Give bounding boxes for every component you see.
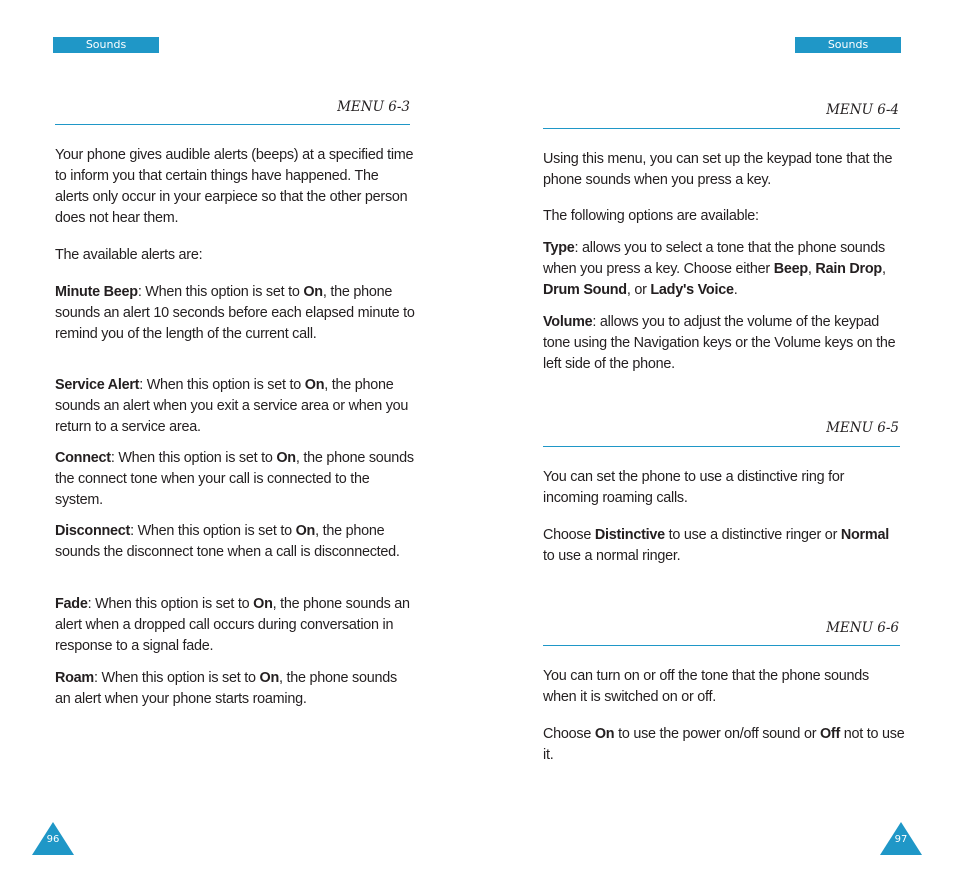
power-tone-choice: Choose On to use the power on/off sound or Off not to use it. (543, 726, 905, 763)
page-number-badge (32, 822, 74, 855)
divider (543, 645, 900, 646)
menu-ref: MENU 6-5 (826, 420, 899, 436)
roaming-ring-intro: You can set the phone to use a distinctive ring for incoming roaming calls. (543, 469, 845, 506)
intro-paragraph: Your phone gives audible alerts (beeps) at a specified time to inform you that certain things have happened. The alerts only occur in your earpiece so that the other person does not hear them. (55, 147, 414, 226)
menu-ref: MENU 6-6 (826, 620, 899, 636)
type-option: Type: allows you to select a tone that the phone sounds when you press a key. Choose either Beep, Rain Drop, Drum Sound, or Lady's Voice. (543, 240, 886, 298)
power-tone-intro: You can turn on or off the tone that the phone sounds when it is switched on or off. (543, 668, 869, 705)
alert-item-fade: Fade: When this option is set to On, the phone sounds an alert when a dropped call occurs during conversation in response to a signal fade. (55, 596, 410, 654)
available-alerts-label: The available alerts are: (55, 247, 203, 263)
section-tab: Sounds (795, 37, 901, 53)
page-number-badge (880, 822, 922, 855)
options-label: The following options are available: (543, 208, 759, 224)
alert-item-minute-beep: Minute Beep: When this option is set to On, the phone sounds an alert 10 seconds before each elapsed minute to remind you of the length of the current call. (55, 284, 415, 342)
right-page (477, 0, 954, 874)
menu-ref: MENU 6-4 (826, 102, 899, 118)
alert-item-service-alert: Service Alert: When this option is set to On, the phone sounds an alert when you exit a service area or when you return to a service area. (55, 377, 409, 435)
page-number: 97 (894, 834, 908, 845)
divider (55, 124, 410, 125)
alert-item-roam: Roam: When this option is set to On, the phone sounds an alert when your phone starts roaming. (55, 670, 397, 707)
divider (543, 446, 900, 447)
roaming-ring-choice: Choose Distinctive to use a distinctive ringer or Normal to use a normal ringer. (543, 527, 889, 564)
alert-item-disconnect: Disconnect: When this option is set to On, the phone sounds the disconnect tone when a call is disconnected. (55, 523, 400, 560)
divider (543, 128, 900, 129)
menu-ref: MENU 6-3 (337, 99, 410, 115)
page-number: 96 (46, 834, 60, 845)
section-tab: Sounds (53, 37, 159, 53)
alert-item-connect: Connect: When this option is set to On, the phone sounds the connect tone when your call is connected to the system. (55, 450, 414, 508)
keypad-intro: Using this menu, you can set up the keypad tone that the phone sounds when you press a key. (543, 151, 893, 188)
volume-option: Volume: allows you to adjust the volume of the keypad tone using the Navigation keys or the Volume keys on the left side of the phone. (543, 314, 896, 372)
